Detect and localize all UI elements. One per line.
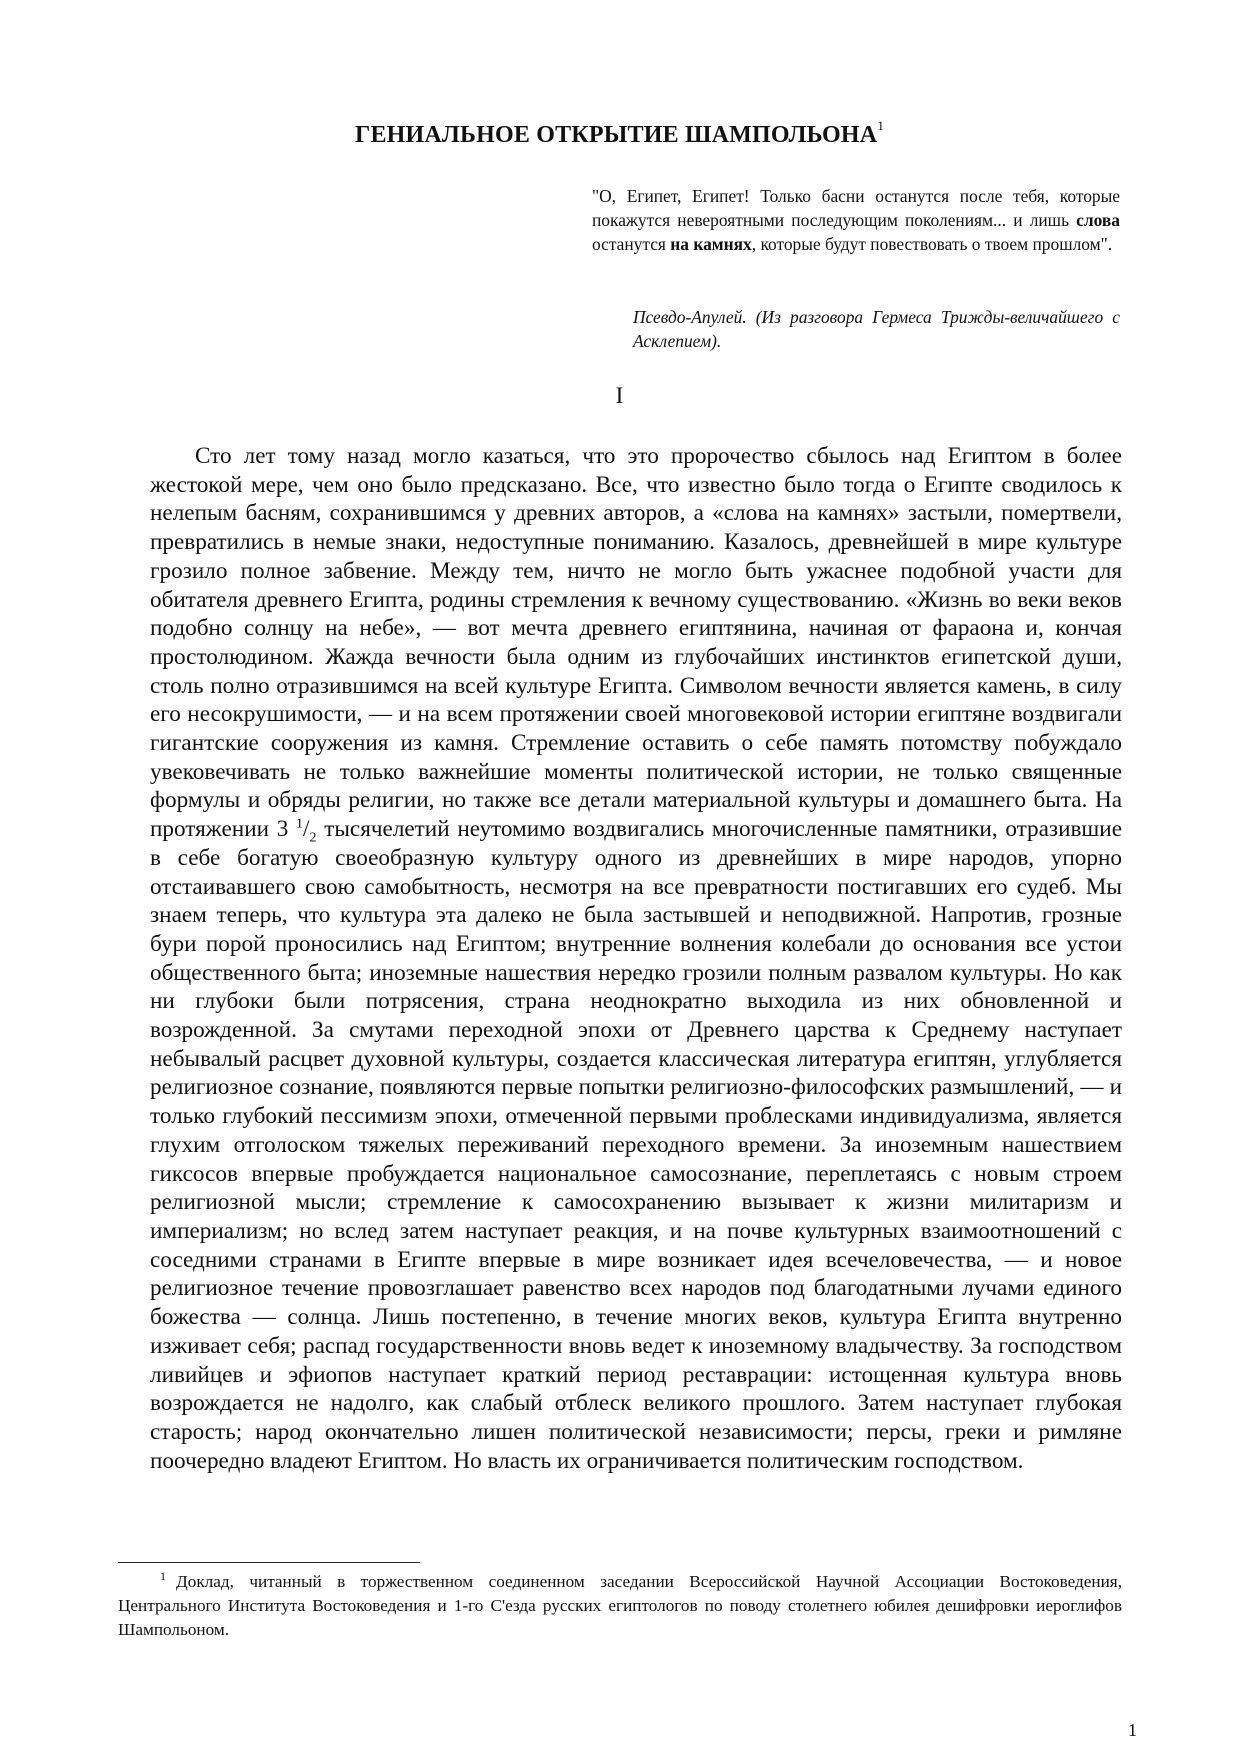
epigraph-bold-1: слова <box>1076 210 1120 230</box>
footnote-text: Доклад, читанный в торжественном соединенном заседании Всероссийской Научной Ассоциации Востоковедения, Центрального Института Востоковедения и 1-го С'езда русских египтологов по поводу столетнего юбилея дешифровки иероглифов Шампольоном. <box>118 1572 1122 1639</box>
body-text-1: Сто лет тому назад могло казаться, что это пророчество сбылось над Египтом в более жестокой мере, чем оно было предсказано. Все, что известно было тогда о Египте сводилось к нелепым басням, сохранившимся у древних авторов, а «слова на камнях» застыли, помертвели, превратились в немые знаки, недоступные пониманию. Казалось, древнейшей в мире культуре грозило полное забвение. Между тем, ничто не могло быть ужаснее подобной участи для обитателя древнего Египта, родины стремления к вечному существованию. «Жизнь во веки веков подобно солнцу на небе», — вот мечта древнего египтянина, начиная от фараона и, кончая простолюдином. Жажда вечности была одним из глубочайших инстинктов египетской души, столь полно отразившимся на всей культуре Египта. Символом вечности является камень, в силу его несокрушимости, — и на всем протяжении своей многовековой истории египтяне воздвигали гигантские сооружения из камня. Стремление оставить о себе память потомству побуждало увековечивать не только важнейшие моменты политической истории, не только священные формулы и обряды религии, но также все детали материальной культуры и домашнего быта. На протяжении 3 <box>150 443 1122 843</box>
page-number: 1 <box>1128 1720 1137 1740</box>
epigraph-bold-2: на камнях <box>670 234 752 254</box>
epigraph-text-3: , которые будут повествовать о твоем прошлом". <box>751 234 1113 254</box>
title-footnote-mark[interactable]: 1 <box>877 118 885 133</box>
body-paragraph <box>150 442 1122 1475</box>
title-text: ГЕНИАЛЬНОЕ ОТКРЫТИЕ ШАМПОЛЬОНА <box>354 122 878 148</box>
epigraph-text-1: "О, Египет, Египет! Только басни останутся после тебя, которые покажутся невероятными последующим поколениям... и лишь <box>592 186 1120 230</box>
footnote-mark: 1 <box>160 1569 166 1584</box>
footnote-separator <box>118 1562 420 1563</box>
fraction-slash: / <box>303 816 310 843</box>
body-text-2: тысячелетий неутомимо воздвигались многочисленные памятники, отразившие в себе богатую своеобразную культуру одного из древнейших в мире народов, упорно отстаивавшего свою самобытность, несмотря на все превратности постигавших его судеб. Мы знаем теперь, что культура эта далеко не была застывшей и неподвижной. Напротив, грозные бури порой проносились над Египтом; внутренние волнения колебали до основания все устои общественного быта; иноземные нашествия нередко грозили полным развалом культуры. Но как ни глубоки были потрясения, страна неоднократно выходила из них обновленной и возрожденной. За смутами переходной эпохи от Древнего царства к Среднему наступает небывалый расцвет духовной культуры, создается классическая литература египтян, углубляется религиозное сознание, появляются первые попытки религиозно-философских размышлений, — и только глубокий пессимизм эпохи, отмеченной первыми проблесками индивидуализма, является глухим отголоском тяжелых переживаний переходного времени. За иноземным нашествием гиксосов впервые пробуждается национальное самосознание, переплетаясь с новым строем религиозной мысли; стремление к самосохранению вызывает к жизни милитаризм и империализм; но вслед затем наступает реакция, и на почве культурных взаимоотношений с соседними странами в Египте впервые в мире возникает идея всечеловечества, — и новое религиозное течение провозглашает равенство всех народов под благодатными лучами единого божества — солнца. Лишь постепенно, в течение многих веков, культура Египта внутренно изживает себя; распад государственности вновь ведет к иноземному владычеству. За господством ливийцев и эфиопов наступает краткий период реставрации: истощенная культура вновь возрождается не надолго, как слабый отблеск великого прошлого. Затем наступает глубокая старость; народ окончательно лишен политической независимости; персы, греки и римляне поочередно владеют Египтом. Но власть их ограничивается политическим господством. <box>150 816 1122 1474</box>
fraction-numerator: 1 <box>296 816 304 832</box>
footnote <box>118 1570 1122 1642</box>
section-number: I <box>615 383 624 408</box>
epigraph <box>592 184 1120 256</box>
document-title <box>0 118 1239 149</box>
fraction-denominator: 2 <box>309 830 317 846</box>
epigraph-attribution: Псевдо-Апулей. (Из разговора Гермеса Трижды-величайшего с Асклепием). <box>633 307 1120 351</box>
epigraph-text-2: останутся <box>592 234 671 254</box>
